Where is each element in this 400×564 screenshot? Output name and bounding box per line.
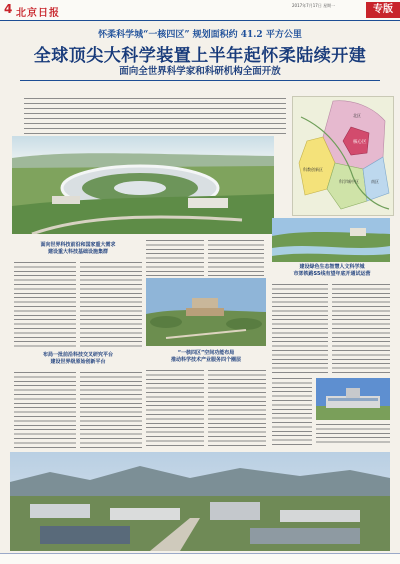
sub-headline: 面向全世界科学家和科研机构全面开放 — [119, 66, 281, 77]
city-panorama-photo — [10, 452, 390, 551]
left-text-col-4 — [80, 372, 142, 448]
left-box-title: 面向世界科技前沿和国家重大需求 建设重大科技基础设施集群 — [40, 242, 116, 255]
lead-paragraph — [24, 98, 286, 136]
footer-bar — [0, 553, 400, 564]
map-label-edu: 科教创新区 — [303, 167, 323, 172]
center-lower-title: “一核四区”空间功能布局 推动科学技术产业服务四个圈层 — [170, 350, 241, 363]
map-label-south: 南区 — [371, 179, 379, 184]
campus-park-photo — [146, 278, 266, 346]
building-photo — [316, 378, 390, 420]
district-map — [292, 96, 394, 216]
map-label-central: 科学城中区 — [339, 179, 359, 184]
pre-title: 怀柔科学城“一核四区” 规划面积约 41.2 平方公里 — [98, 30, 302, 40]
right-text-col-4 — [316, 424, 390, 446]
map-label-north: 北区 — [353, 113, 361, 118]
center-text-col-4 — [208, 370, 266, 448]
river-landscape-photo — [272, 218, 390, 262]
main-headline: 全球顶尖大科学装置上半年起怀柔陆续开建 — [33, 46, 367, 66]
right-text-col-3 — [272, 378, 312, 446]
left-text-col-2 — [80, 262, 142, 350]
page-number: 4 — [4, 2, 13, 16]
headline-rule — [20, 80, 380, 81]
section-badge: 专版 — [366, 2, 400, 18]
left-text-col-1 — [14, 262, 76, 350]
right-text-col-2 — [332, 284, 390, 374]
center-text-col-2 — [208, 240, 264, 276]
paper-name: 北京日报 — [16, 8, 60, 19]
center-text-col-1 — [146, 240, 204, 276]
right-title: 建设绿色生态智慧人文科学城 市郊铁路S5线有望年底开通试运营 — [293, 264, 371, 277]
center-text-col-3 — [146, 370, 204, 448]
map-label-core: 核心区 — [353, 140, 367, 145]
issue-info: 2017年7月17日 星期一 — [292, 3, 336, 8]
right-text-col-1 — [272, 284, 328, 374]
district-map-graphic — [293, 97, 393, 215]
aerial-rendering-photo — [12, 136, 274, 234]
left-lower-title: 布局一批前沿科技交叉研究平台 建设世界级原始创新平台 — [42, 352, 113, 365]
left-text-col-3 — [14, 372, 76, 448]
